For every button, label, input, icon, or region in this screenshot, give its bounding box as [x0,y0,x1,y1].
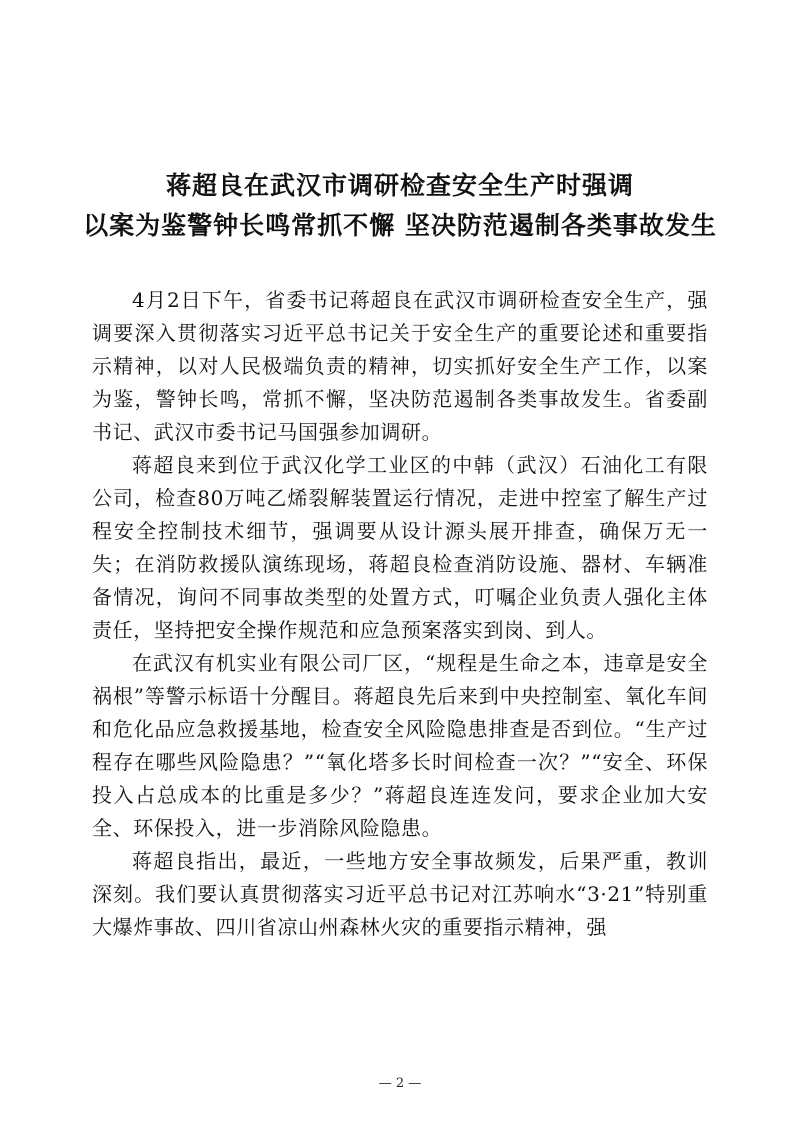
paragraph-1: 4月2日下午，省委书记蒋超良在武汉市调研检查安全生产，强调要深入贯彻落实习近平总书记关于安全生产的重要论述和重要指示精神，以对人民极端负责的精神，切实抓好安全生产工作，以案为鉴，警钟长鸣，常抓不懈，坚决防范遏制各类事故发生。省委副书记、武汉市委书记马国强参加调研。 [92,288,708,444]
paragraph-3: 在武汉有机实业有限公司厂区，“规程是生命之本，违章是安全祸根”等警示标语十分醒目。蒋超良先后来到中央控制室、氧化车间和危化品应急救援基地，检查安全风险隐患排查是否到位。“生产过程存在哪些风险隐患？”“氧化塔多长时间检查一次？”“安全、环保投入占总成本的比重是多少？”蒋超良连连发问，要求企业加大安全、环保投入，进一步消除风险隐患。 [92,651,708,840]
paragraph-2: 蒋超良来到位于武汉化学工业区的中韩（武汉）石油化工有限公司，检查80万吨乙烯裂解装置运行情况，走进中控室了解生产过程安全控制技术细节，强调要从设计源头展开排查，确保万无一失；在消防救援队演练现场，蒋超良检查消防设施、器材、车辆准备情况，询问不同事故类型的处置方式，叮嘱企业负责人强化主体责任，坚持把安全操作规范和应急预案落实到岗、到人。 [92,453,708,642]
article-title [60,166,740,246]
page-number: — 2 — [378,1076,422,1091]
title-line-main: 蒋超良在武汉市调研检查安全生产时强调 [165,171,634,200]
article-body [92,284,708,944]
paragraph-4: 蒋超良指出，最近，一些地方安全事故频发，后果严重，教训深刻。我们要认真贯彻落实习近平总书记对江苏响水“3·21”特别重大爆炸事故、四川省凉山州森林火灾的重要指示精神，强 [92,849,708,939]
title-line-sub: 以案为鉴警钟长鸣常抓不懈 坚决防范遏制各类事故发生 [83,211,717,240]
